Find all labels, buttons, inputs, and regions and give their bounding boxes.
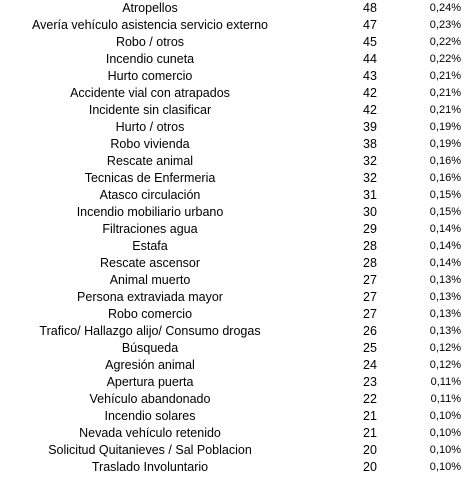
incident-count-cell: 21: [363, 426, 377, 440]
incident-percentage-cell: 0,16%: [429, 155, 461, 167]
table-row: [0, 153, 471, 170]
incident-count-cell: 27: [363, 273, 377, 287]
incident-type-cell: Atropellos: [122, 1, 178, 15]
incident-type-cell: Incendio mobiliario urbano: [76, 205, 224, 219]
table-row: [0, 255, 471, 272]
incident-type-cell: Agresión animal: [105, 358, 195, 372]
table-row: [0, 408, 471, 425]
incident-percentage-cell: 0,21%: [429, 104, 461, 116]
incident-percentage-cell: 0,13%: [429, 308, 461, 320]
table-row: [0, 68, 471, 85]
incident-type-cell: Búsqueda: [121, 341, 179, 355]
incident-percentage-cell: 0,21%: [429, 70, 461, 82]
incident-type-cell: Solicitud Quitanieves / Sal Poblacion: [48, 443, 252, 457]
incident-type-cell: Apertura puerta: [106, 375, 194, 389]
table-row: [0, 187, 471, 204]
table-row: [0, 204, 471, 221]
incident-type-cell: Nevada vehículo retenido: [79, 426, 221, 440]
incident-count-cell: 42: [363, 86, 377, 100]
incident-count-cell: 30: [363, 205, 377, 219]
incident-count-cell: 22: [363, 392, 377, 406]
table-row: [0, 425, 471, 442]
incident-percentage-cell: 0,23%: [429, 19, 461, 31]
incident-type-cell: Robo comercio: [107, 307, 193, 321]
incident-type-cell: Estafa: [132, 239, 168, 253]
table-row: [0, 289, 471, 306]
incident-percentage-cell: 0,21%: [429, 87, 461, 99]
incident-type-cell: Vehículo abandonado: [89, 392, 211, 406]
incident-type-cell: Incendio cuneta: [105, 52, 195, 66]
incident-count-cell: 27: [363, 290, 377, 304]
incident-percentage-cell: 0,14%: [429, 240, 461, 252]
incident-percentage-cell: 0,12%: [429, 342, 461, 354]
incident-type-cell: Avería vehículo asistencia servicio externo: [32, 18, 268, 32]
incident-percentage-cell: 0,10%: [429, 461, 461, 473]
incident-count-cell: 26: [363, 324, 377, 338]
incident-count-cell: 27: [363, 307, 377, 321]
table-row: [0, 357, 471, 374]
incident-count-cell: 42: [363, 103, 377, 117]
incident-type-cell: Rescate animal: [106, 154, 194, 168]
incident-percentage-cell: 0,15%: [429, 189, 461, 201]
incident-percentage-cell: 0,19%: [429, 121, 461, 133]
incident-type-cell: Rescate ascensor: [99, 256, 201, 270]
incident-count-cell: 29: [363, 222, 377, 236]
incident-count-cell: 48: [363, 1, 377, 15]
incident-percentage-cell: 0,13%: [429, 274, 461, 286]
incident-type-cell: Trafico/ Hallazgo alijo/ Consumo drogas: [39, 324, 261, 338]
table-row: [0, 442, 471, 459]
incident-percentage-cell: 0,19%: [429, 138, 461, 150]
table-row: [0, 0, 471, 17]
incident-type-cell: Incendio solares: [104, 409, 196, 423]
incident-count-cell: 43: [363, 69, 377, 83]
table-row: [0, 391, 471, 408]
incident-percentage-cell: 0,24%: [429, 2, 461, 14]
incident-count-cell: 31: [363, 188, 377, 202]
incident-type-cell: Traslado Involuntario: [91, 460, 209, 474]
incident-type-cell: Tecnicas de Enfermeria: [84, 171, 216, 185]
table-row: [0, 51, 471, 68]
incident-percentage-cell: 0,10%: [429, 444, 461, 456]
incident-count-cell: 28: [363, 239, 377, 253]
table-row: [0, 119, 471, 136]
table-row: [0, 374, 471, 391]
table-row: [0, 136, 471, 153]
table-row: [0, 34, 471, 51]
table-row: [0, 221, 471, 238]
incident-count-cell: 25: [363, 341, 377, 355]
incident-count-cell: 28: [363, 256, 377, 270]
incident-type-cell: Filtraciones agua: [102, 222, 198, 236]
table-row: [0, 85, 471, 102]
incident-count-cell: 38: [363, 137, 377, 151]
incident-count-cell: 32: [363, 171, 377, 185]
table-row: [0, 340, 471, 357]
table-row: [0, 102, 471, 119]
incident-count-cell: 45: [363, 35, 377, 49]
incident-percentage-cell: 0,10%: [429, 427, 461, 439]
incident-percentage-cell: 0,16%: [429, 172, 461, 184]
table-row: [0, 17, 471, 34]
incident-type-cell: Hurto comercio: [107, 69, 193, 83]
incident-percentage-cell: 0,10%: [429, 410, 461, 422]
incident-count-cell: 24: [363, 358, 377, 372]
table-row: [0, 170, 471, 187]
incident-count-cell: 44: [363, 52, 377, 66]
incident-percentage-cell: 0,13%: [429, 291, 461, 303]
table-row: [0, 459, 471, 476]
incident-type-cell: Accidente vial con atrapados: [70, 86, 230, 100]
table-row: [0, 323, 471, 340]
incident-type-cell: Persona extraviada mayor: [77, 290, 223, 304]
incident-type-cell: Incidente sin clasificar: [88, 103, 212, 117]
table-row: [0, 238, 471, 255]
incident-type-cell: Animal muerto: [109, 273, 191, 287]
incident-type-cell: Hurto / otros: [115, 120, 185, 134]
incident-type-cell: Atasco circulación: [99, 188, 201, 202]
incident-percentage-cell: 0,13%: [429, 325, 461, 337]
table-row: [0, 272, 471, 289]
incident-count-cell: 39: [363, 120, 377, 134]
incident-percentage-cell: 0,14%: [429, 257, 461, 269]
incident-percentage-cell: 0,12%: [429, 359, 461, 371]
incident-type-cell: Robo / otros: [115, 35, 185, 49]
table-row: [0, 306, 471, 323]
incident-percentage-cell: 0,15%: [429, 206, 461, 218]
incident-percentage-cell: 0,11%: [430, 393, 461, 405]
incident-count-cell: 32: [363, 154, 377, 168]
incident-count-cell: 21: [363, 409, 377, 423]
incident-count-cell: 20: [363, 443, 377, 457]
incident-percentage-cell: 0,22%: [429, 36, 461, 48]
incident-count-cell: 23: [363, 375, 377, 389]
incident-percentage-cell: 0,14%: [429, 223, 461, 235]
incident-percentage-cell: 0,11%: [430, 376, 461, 388]
incident-count-cell: 20: [363, 460, 377, 474]
incident-type-cell: Robo vivienda: [110, 137, 190, 151]
incident-percentage-cell: 0,22%: [429, 53, 461, 65]
incident-count-cell: 47: [363, 18, 377, 32]
